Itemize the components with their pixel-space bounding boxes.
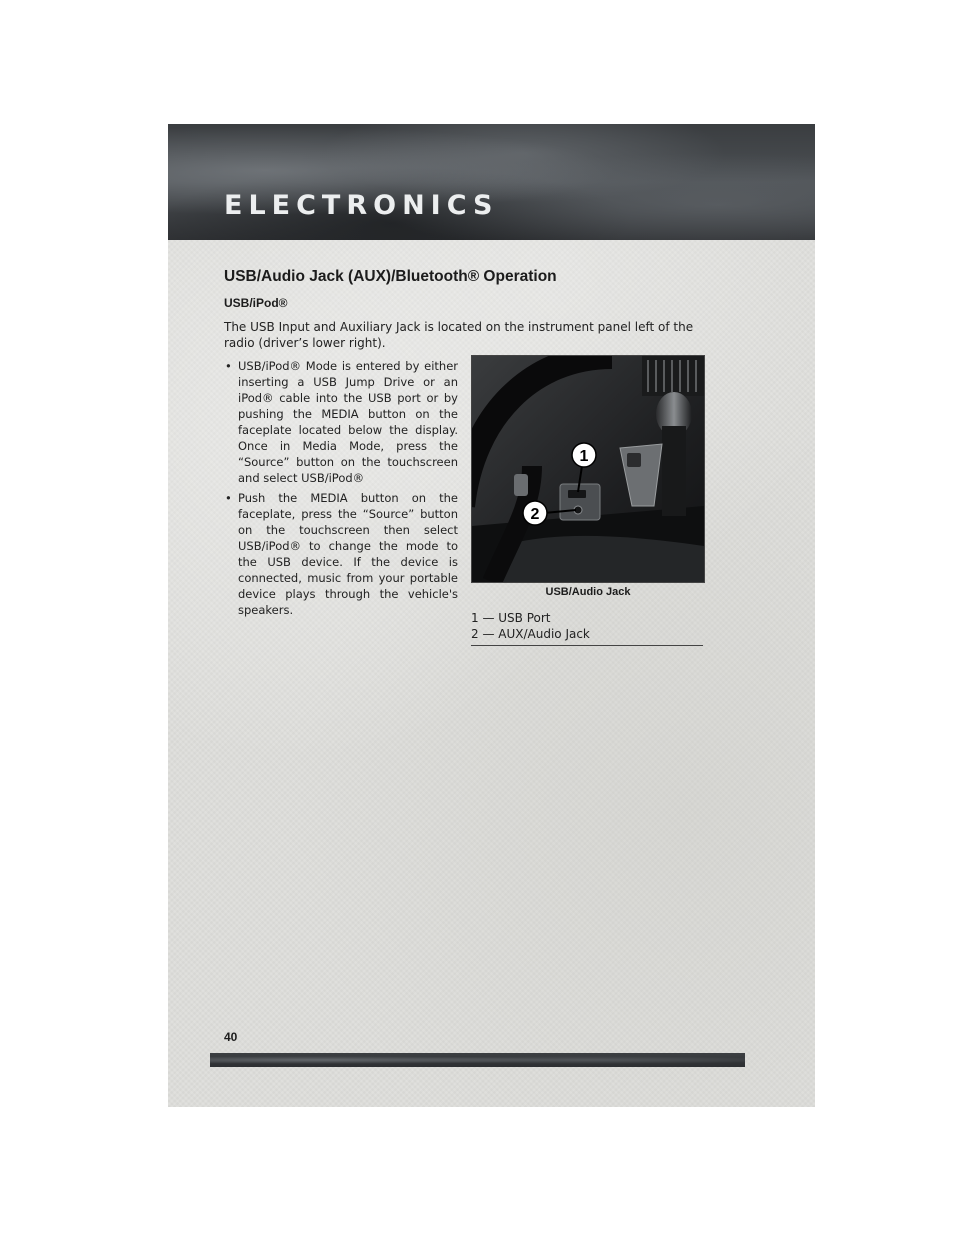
bullet-list <box>224 358 458 622</box>
callout-2-label: 2 <box>530 506 540 523</box>
legend-item-aux-jack: 2 — AUX/Audio Jack <box>471 627 590 641</box>
section-heading: USB/Audio Jack (AUX)/Bluetooth® Operation <box>224 268 557 285</box>
bullet-text: Push the MEDIA button on the faceplate, press the “Source” button on the touchscreen then select USB/iPod® to change the mode to the USB device. If the device is connected, music from your portable device plays through the vehicle's speakers. <box>238 491 458 617</box>
usb-audio-jack-photo <box>471 355 705 583</box>
bullet-dot-icon: • <box>225 491 232 505</box>
manual-page <box>168 124 815 1107</box>
page-number: 40 <box>224 1030 238 1044</box>
bullet-dot-icon: • <box>225 359 232 373</box>
legend-item-usb-port: 1 — USB Port <box>471 611 551 625</box>
figure-legend <box>471 610 703 646</box>
intro-paragraph: The USB Input and Auxiliary Jack is located on the instrument panel left of the radio (driver’s lower right). <box>224 320 694 350</box>
footer-bar <box>210 1053 745 1067</box>
section-title: ELECTRONICS <box>224 190 499 221</box>
figure-caption: USB/Audio Jack <box>545 586 631 598</box>
bullet-item <box>224 358 458 486</box>
bullet-text: USB/iPod® Mode is entered by either inserting a USB Jump Drive or an iPod® cable into the USB port or by pushing the MEDIA button on the faceplate located below the display. Once in Media Mode, press the “Source” button on the touchscreen and select USB/iPod® <box>238 359 458 485</box>
subsection-heading: USB/iPod® <box>224 296 288 310</box>
section-banner <box>168 124 815 240</box>
bullet-item <box>224 490 458 618</box>
callout-1-label: 1 <box>579 448 589 465</box>
